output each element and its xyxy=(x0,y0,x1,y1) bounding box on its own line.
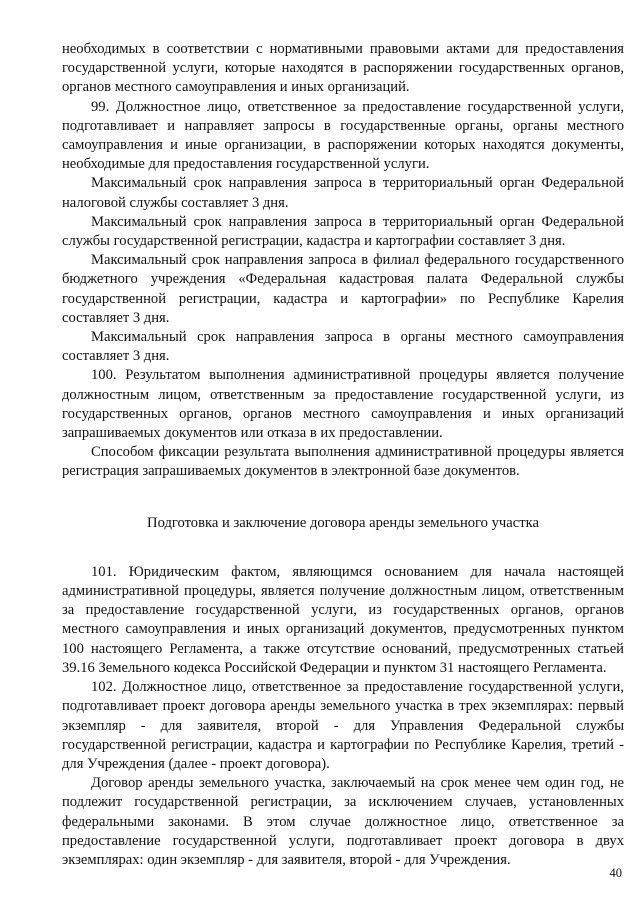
paragraph-100: 100. Результатом выполнения административной процедуры является получение должностным лицом, ответственным за предоставление государственной услуги, из государственных органов, органов местного самоуправления и иных организаций запрашиваемых документов или отказа в их предоставлении. xyxy=(62,367,624,442)
section-heading: Подготовка и заключение договора аренды земельного участка xyxy=(147,514,539,531)
paragraph-registration-service-deadline: Максимальный срок направления запроса в территориальный орган Федеральной службы государственной регистрации, кадастра и картографии составляет 3 дня. xyxy=(62,213,624,250)
paragraph-tax-service-deadline: Максимальный срок направления запроса в территориальный орган Федеральной налоговой службы составляет 3 дня. xyxy=(62,175,624,211)
paragraph-result-recording: Способом фиксации результата выполнения административной процедуры является регистрация запрашиваемых документов в электронной базе документов. xyxy=(62,444,624,480)
document-body xyxy=(62,40,624,870)
paragraph-99: 99. Должностное лицо, ответственное за предоставление государственной услуги, подготавливает и направляет запросы в государственные органы, органы местного самоуправления и иные организации, в распоряжении которых находятся документы, необходимые для предоставления государственной услуги. xyxy=(62,98,624,173)
paragraph-cadastral-chamber-deadline: Максимальный срок направления запроса в филиал федерального государственного бюджетного учреждения «Федеральная кадастровая палата Федеральной службы государственной регистрации, кадастра и картографии» по Республике Карелия составляет 3 дня. xyxy=(62,252,624,326)
page-number: 40 xyxy=(609,866,622,880)
paragraph-continuation: необходимых в соответствии с нормативными правовыми актами для предоставления государственной услуги, которые находятся в распоряжении государственных органов, органов местного самоуправления и иных организаций. xyxy=(62,41,624,96)
paragraph-local-government-deadline: Максимальный срок направления запроса в органы местного самоуправления составляет 3 дня. xyxy=(62,329,624,365)
paragraph-102: 102. Должностное лицо, ответственное за предоставление государственной услуги, подготавливает проект договора аренды земельного участка в трех экземплярах: первый экземпляр - для заявителя, второй - для Управления Федеральной службы государственной регистрации, кадастра и картографии по Республике Карелия, третий - для Учреждения (далее - проект договора). xyxy=(62,679,624,772)
paragraph-short-term-lease: Договор аренды земельного участка, заключаемый на срок менее чем один год, не подлежит государственной регистрации, за исключением случаев, установленных федеральными законами. В этом случае должностное лицо, ответственное за предоставление государственной услуги, подготавливает проект договора в двух экземплярах: один экземпляр - для заявителя, второй - для Учреждения. xyxy=(62,775,624,868)
paragraph-101: 101. Юридическим фактом, являющимся основанием для начала настоящей административной процедуры, является получение должностным лицом, ответственным за предоставление государственной услуги, из государственных органов, органов местного самоуправления и иных организаций документов, предусмотренных пунктом 100 настоящего Регламента, а также отсутствие оснований, предусмотренных статьей 39.16 Земельного кодекса Российской Федерации и пунктом 31 настоящего Регламента. xyxy=(62,563,624,676)
